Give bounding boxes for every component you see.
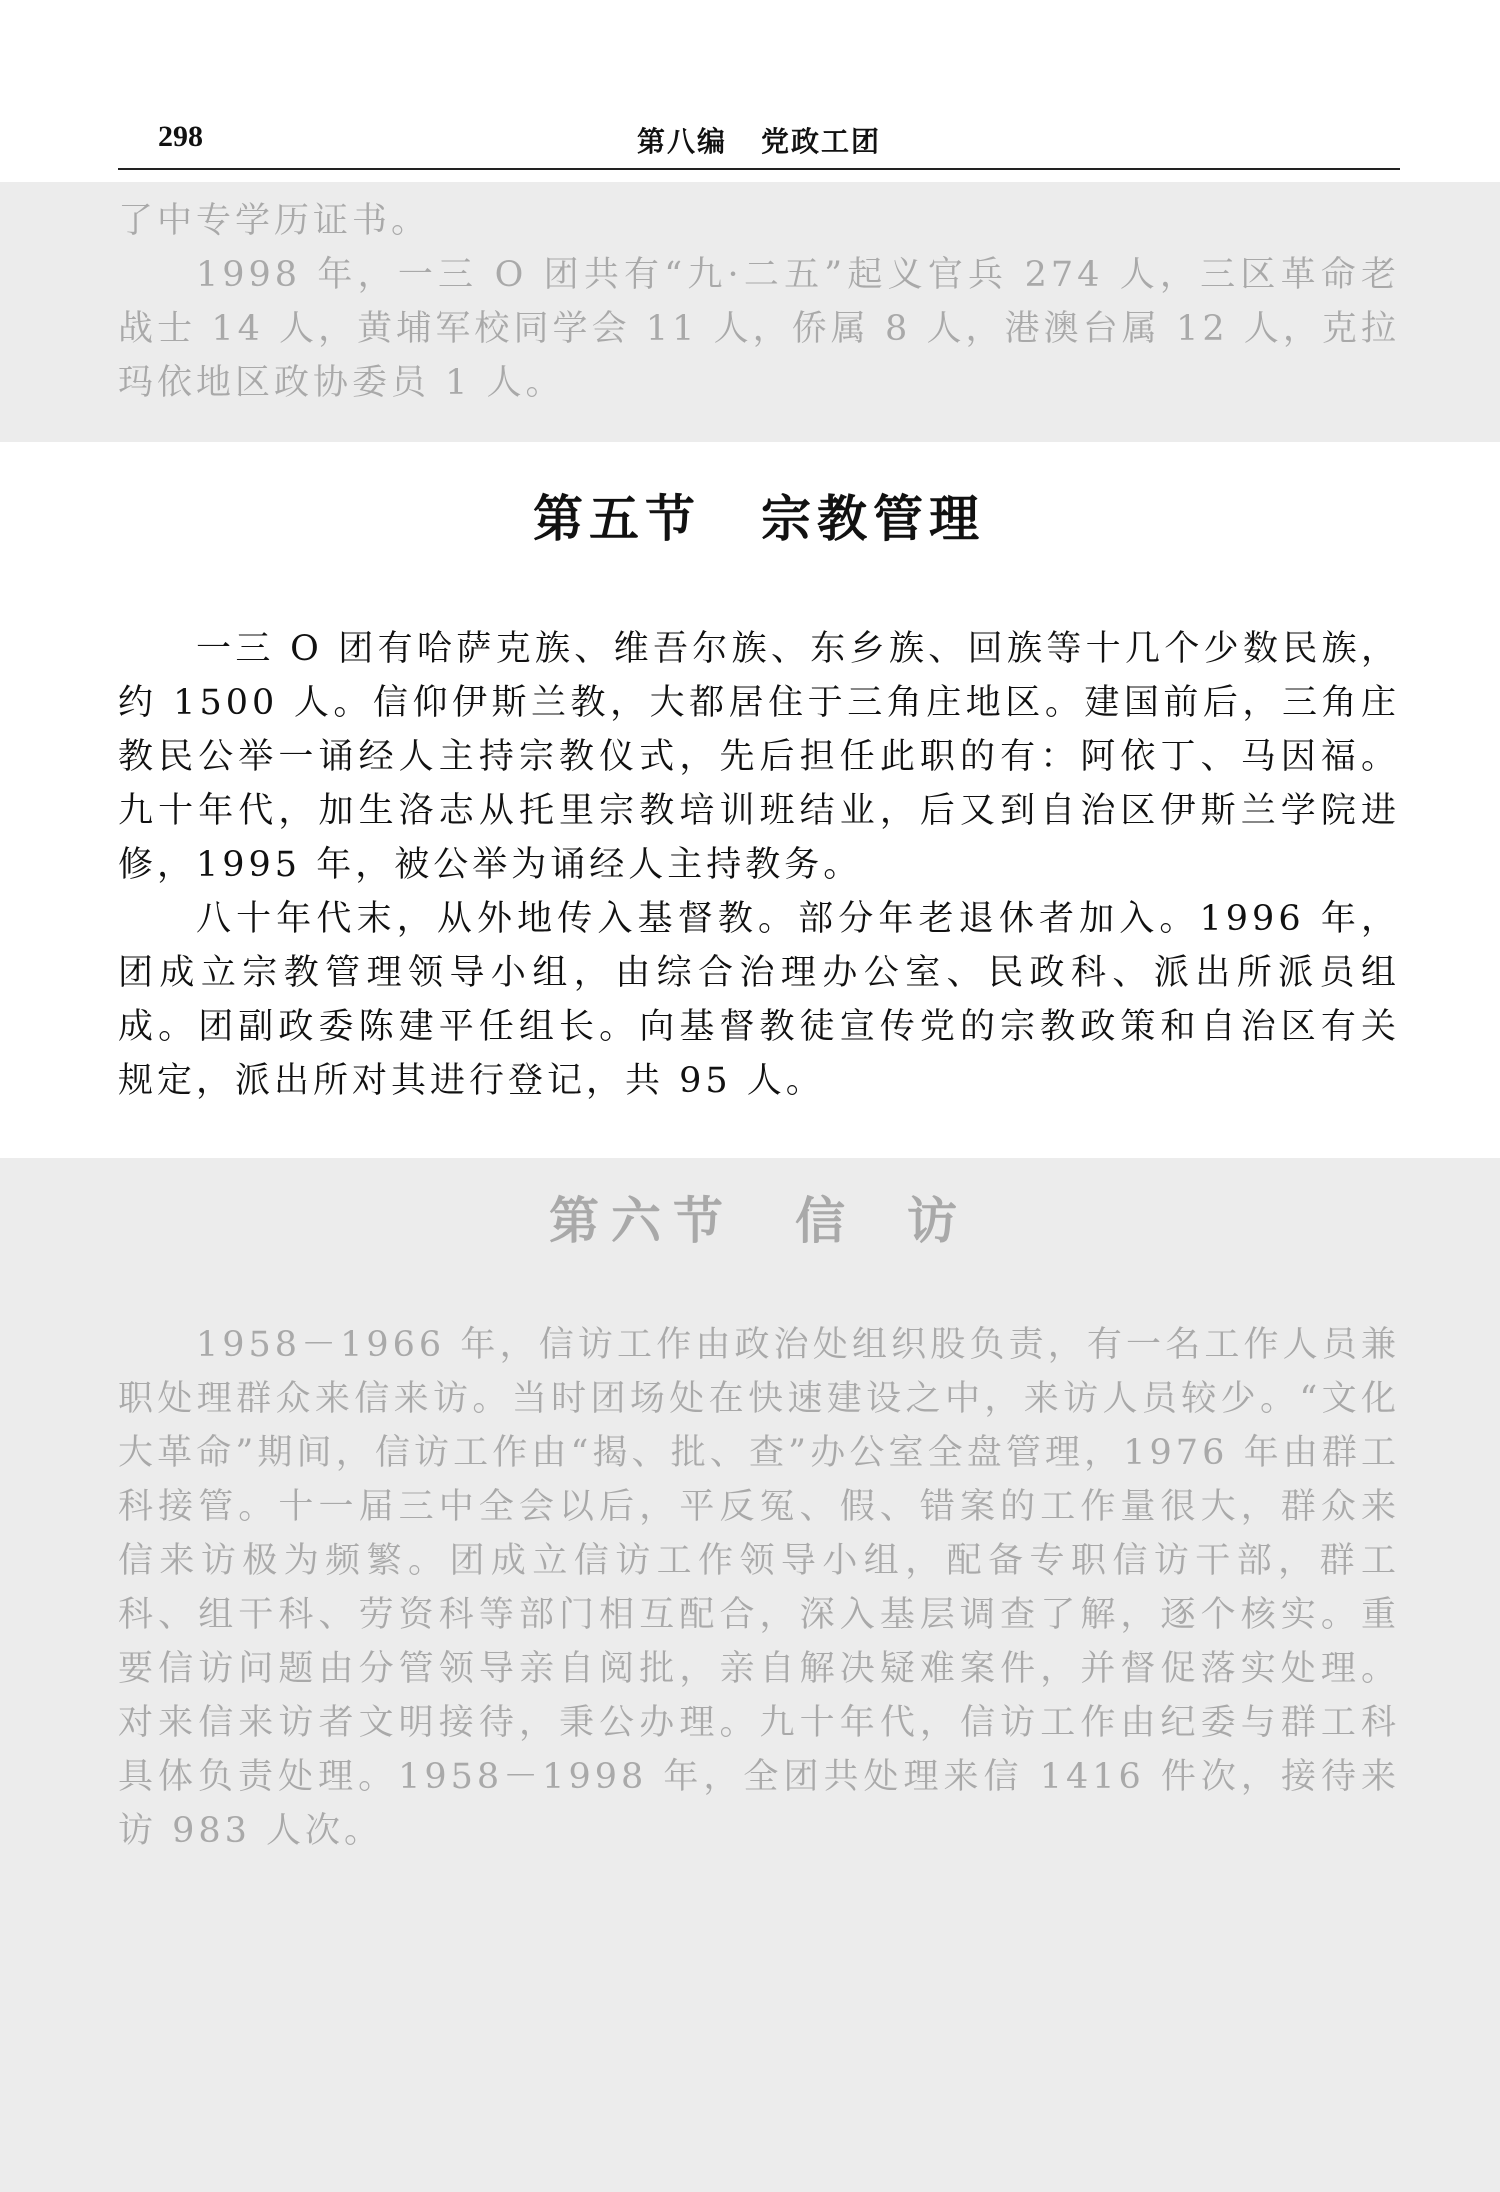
section-6-title-char-1: 信 [795, 1191, 857, 1250]
section-6-heading [118, 1186, 1400, 1256]
page-number: 298 [158, 120, 203, 153]
section-6 [118, 1186, 1400, 1858]
previous-paragraph-2: 1998 年，一三 O 团共有“九·二五”起义官兵 274 人，三区革命老战士 14 人，黄埔军校同学会 11 人，侨属 8 人，港澳台属 12 人，克拉玛依地区政协委员 1 人。 [118, 255, 1400, 403]
section-6-title-char-2: 访 [907, 1191, 969, 1250]
section-5-paragraph-1: 一三 O 团有哈萨克族、维吾尔族、东乡族、回族等十几个少数民族，约 1500 人。信仰伊斯兰教，大都居住于三角庄地区。建国前后，三角庄教民公举一诵经人主持宗教仪式，先后担任此职的有：阿依丁、马因福。九十年代，加生洛志从托里宗教培训班结业，后又到自治区伊斯兰学院进修，1995 年，被公举为诵经人主持教务。 [118, 629, 1400, 885]
section-5-number: 第五节 [533, 489, 701, 548]
previous-section-text [118, 194, 1400, 410]
running-title [118, 120, 1400, 160]
section-6-paragraph-1: 1958－1966 年，信访工作由政治处组织股负责，有一名工作人员兼职处理群众来信来访。当时团场处在快速建设之中，来访人员较少。“文化大革命”期间，信访工作由“揭、批、查”办公室全盘管理，1976 年由群工科接管。十一届三中全会以后，平反冤、假、错案的工作量很大，群众来信来访极为频繁。团成立信访工作领导小组，配备专职信访干部，群工科、组干科、劳资科等部门相互配合，深入基层调查了解，逐个核实。重要信访问题由分管领导亲自阅批，亲自解决疑难案件，并督促落实处理。对来信来访者文明接待，秉公办理。九十年代，信访工作由纪委与群工科具体负责处理。1958－1998 年，全团共处理来信 1416 件次，接待来访 983 人次。 [118, 1325, 1400, 1851]
next-section-excerpt [0, 1158, 1500, 2192]
running-title-part: 第八编 [636, 125, 727, 158]
section-5-heading [118, 484, 1400, 554]
section-5-paragraph-2: 八十年代末，从外地传入基督教。部分年老退休者加入。1996 年，团成立宗教管理领导小组，由综合治理办公室、民政科、派出所派员组成。团副政委陈建平任组长。向基督教徒宣传党的宗教政策和自治区有关规定，派出所对其进行登记，共 95 人。 [118, 899, 1400, 1101]
header-rule [118, 168, 1400, 170]
section-5 [118, 484, 1400, 1108]
previous-section-excerpt [0, 182, 1500, 442]
section-6-number: 第六节 [549, 1191, 735, 1250]
previous-paragraph-1: 了中专学历证书。 [118, 201, 431, 241]
running-title-name: 党政工团 [761, 125, 882, 158]
section-5-title: 宗教管理 [761, 489, 985, 548]
page-header [118, 112, 1400, 172]
